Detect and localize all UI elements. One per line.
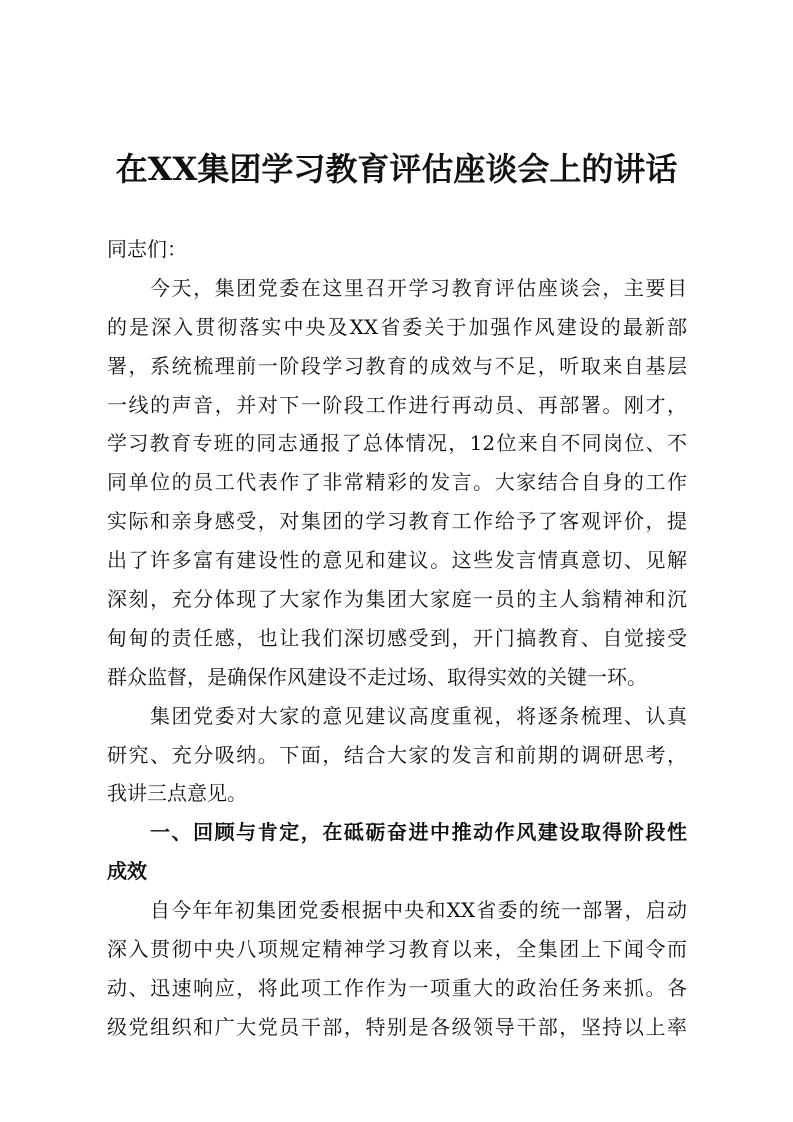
- paragraph-line: 集团党委对大家的意见建议高度重视，将逐条梳理、认真: [150, 703, 687, 728]
- salutation: 同志们：: [107, 237, 187, 261]
- paragraph-line: 群众监督，是确保作风建设不走过场、取得实效的关键一环。: [107, 664, 647, 689]
- paragraph-line: 一线的声音，并对下一阶段工作进行再动员、再部署。刚才，: [107, 392, 687, 417]
- paragraph-line: 今天，集团党委在这里召开学习教育评估座谈会，主要目: [150, 275, 687, 300]
- paragraph-line: 甸甸的责任感，也让我们深切感受到，开门搞教育、自觉接受: [107, 625, 687, 650]
- paragraph-line: 自今年年初集团党委根据中央和XX省委的统一部署，启动: [150, 898, 687, 923]
- paragraph-line: 学习教育专班的同志通报了总体情况，12位来自不同岗位、不: [107, 431, 687, 456]
- paragraph-line: 署，系统梳理前一阶段学习教育的成效与不足，听取来自基层: [107, 353, 687, 378]
- paragraph-line: 动、迅速响应，将此项工作作为一项重大的政治任务来抓。各: [107, 975, 687, 1000]
- paragraph-line: 的是深入贯彻落实中央及XX省委关于加强作风建设的最新部: [107, 314, 687, 339]
- paragraph-line: 深入贯彻中央八项规定精神学习教育以来，全集团上下闻令而: [107, 937, 687, 962]
- paragraph-line: 实际和亲身感受，对集团的学习教育工作给予了客观评价，提: [107, 509, 687, 534]
- paragraph-line: 出了许多富有建设性的意见和建议。这些发言情真意切、见解: [107, 548, 687, 573]
- document-title: 在XX集团学习教育评估座谈会上的讲话: [115, 150, 678, 188]
- section-heading: 一、回顾与肯定，在砥砺奋进中推动作风建设取得阶段性: [150, 820, 687, 845]
- paragraph-line: 研究、充分吸纳。下面，结合大家的发言和前期的调研思考，: [107, 742, 687, 767]
- paragraph-line: 级党组织和广大党员干部，特别是各级领导干部，坚持以上率: [107, 1014, 687, 1039]
- paragraph-line: 深刻，充分体现了大家作为集团大家庭一员的主人翁精神和沉: [107, 587, 687, 612]
- paragraph-line: 同单位的员工代表作了非常精彩的发言。大家结合自身的工作: [107, 470, 687, 495]
- document-body: [107, 230, 687, 1047]
- section-heading: 成效: [107, 859, 147, 884]
- paragraph-line: 我讲三点意见。: [107, 781, 247, 806]
